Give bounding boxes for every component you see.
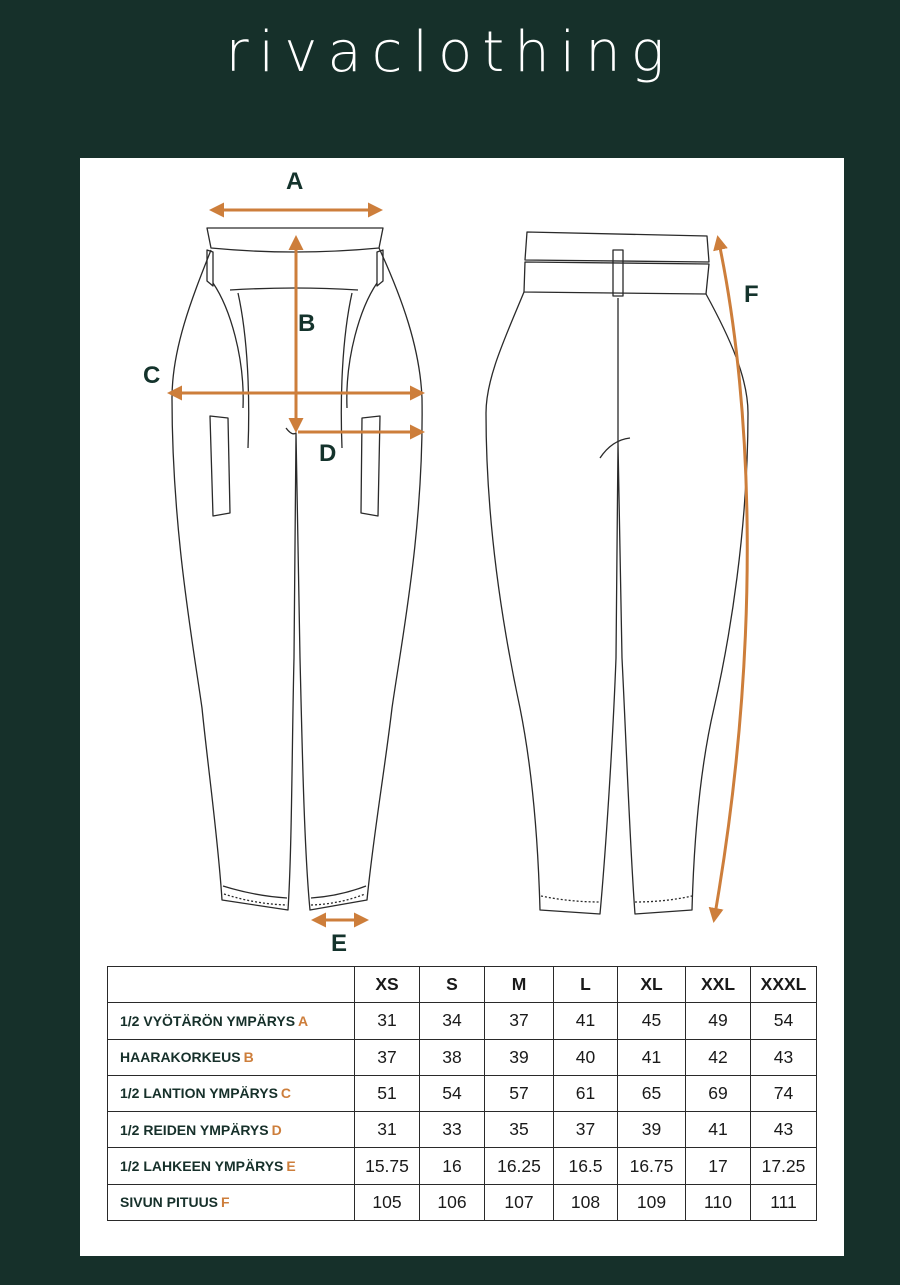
measurement-name: HAARAKORKEUS — [120, 1049, 241, 1066]
measurement-value: 57 — [485, 1075, 554, 1111]
measurement-letter: F — [221, 1194, 230, 1211]
measurement-value: 39 — [485, 1039, 554, 1075]
table-row — [108, 1003, 817, 1039]
measurement-name: 1/2 VYÖTÄRÖN YMPÄRYS — [120, 1012, 296, 1029]
measurement-name: SIVUN PITUUS — [120, 1194, 219, 1211]
measurement-value: 106 — [420, 1184, 485, 1220]
size-header: XL — [618, 967, 686, 1003]
measurement-name: 1/2 LANTION YMPÄRYS — [120, 1085, 278, 1102]
measurement-value: 108 — [554, 1184, 618, 1220]
measurement-value: 54 — [751, 1003, 817, 1039]
measurement-value: 31 — [355, 1003, 420, 1039]
table-header-row — [108, 967, 817, 1003]
table-row — [108, 1039, 817, 1075]
measurement-letter: B — [243, 1049, 254, 1066]
table-row — [108, 1112, 817, 1148]
measurement-value: 35 — [485, 1112, 554, 1148]
measurement-value: 39 — [618, 1112, 686, 1148]
measurement-label — [108, 1112, 355, 1148]
size-chart-table — [107, 966, 817, 1221]
measurement-letter: C — [280, 1085, 292, 1102]
measurement-value: 111 — [751, 1184, 817, 1220]
measurement-value: 69 — [686, 1075, 751, 1111]
measurement-label — [108, 1039, 355, 1075]
measure-letter-f: F — [744, 281, 759, 308]
measure-letter-d: D — [319, 440, 337, 467]
measurement-value: 31 — [355, 1112, 420, 1148]
measurement-label — [108, 1003, 355, 1039]
brand-logo-text: rivaclothing — [225, 20, 675, 85]
measurement-value: 41 — [618, 1039, 686, 1075]
measurement-value: 37 — [554, 1112, 618, 1148]
size-header: XXL — [686, 967, 751, 1003]
measurement-label — [108, 1148, 355, 1184]
measurement-value: 105 — [355, 1184, 420, 1220]
table-row — [108, 1148, 817, 1184]
measurement-value: 43 — [751, 1112, 817, 1148]
measurement-value: 74 — [751, 1075, 817, 1111]
back-view-drawing — [486, 232, 748, 914]
measurement-value: 51 — [355, 1075, 420, 1111]
measurement-value: 65 — [618, 1075, 686, 1111]
corner-cell — [108, 967, 355, 1003]
measurement-value: 16.5 — [554, 1148, 618, 1184]
measurement-value: 15.75 — [355, 1148, 420, 1184]
measurement-value: 42 — [686, 1039, 751, 1075]
size-guide-card — [80, 158, 844, 1256]
measurement-value: 109 — [618, 1184, 686, 1220]
measurement-value: 17.25 — [751, 1148, 817, 1184]
measurement-value: 34 — [420, 1003, 485, 1039]
measurement-value: 40 — [554, 1039, 618, 1075]
measurement-name: 1/2 REIDEN YMPÄRYS — [120, 1121, 269, 1138]
measurement-value: 43 — [751, 1039, 817, 1075]
size-header: XXXL — [751, 967, 817, 1003]
measurement-value: 54 — [420, 1075, 485, 1111]
size-header: XS — [355, 967, 420, 1003]
arrow-f — [714, 238, 747, 920]
size-header: L — [554, 967, 618, 1003]
measurement-value: 33 — [420, 1112, 485, 1148]
measure-letter-a: A — [286, 168, 304, 195]
measurement-value: 16.25 — [485, 1148, 554, 1184]
measurement-value: 110 — [686, 1184, 751, 1220]
measurement-value: 38 — [420, 1039, 485, 1075]
measurement-label — [108, 1075, 355, 1111]
measurement-name: 1/2 LAHKEEN YMPÄRYS — [120, 1158, 284, 1175]
measurement-value: 49 — [686, 1003, 751, 1039]
table-row — [108, 1184, 817, 1220]
measurement-value: 45 — [618, 1003, 686, 1039]
measurement-letter: E — [286, 1158, 296, 1175]
measurement-letter: A — [298, 1012, 309, 1029]
measurement-value: 61 — [554, 1075, 618, 1111]
measure-letter-b: B — [298, 310, 316, 337]
measure-letter-e: E — [331, 930, 348, 957]
size-header: M — [485, 967, 554, 1003]
measurement-value: 107 — [485, 1184, 554, 1220]
size-header: S — [420, 967, 485, 1003]
measurement-value: 37 — [355, 1039, 420, 1075]
trousers-diagram — [80, 158, 844, 958]
measurement-value: 41 — [686, 1112, 751, 1148]
measurement-value: 41 — [554, 1003, 618, 1039]
measurement-value: 16.75 — [618, 1148, 686, 1184]
measurement-value: 16 — [420, 1148, 485, 1184]
measure-letter-c: C — [143, 362, 161, 389]
measurement-arrows — [170, 210, 747, 920]
measurement-letter: D — [271, 1121, 282, 1138]
measurement-value: 17 — [686, 1148, 751, 1184]
table-row — [108, 1075, 817, 1111]
measurement-value: 37 — [485, 1003, 554, 1039]
measurement-label — [108, 1184, 355, 1220]
